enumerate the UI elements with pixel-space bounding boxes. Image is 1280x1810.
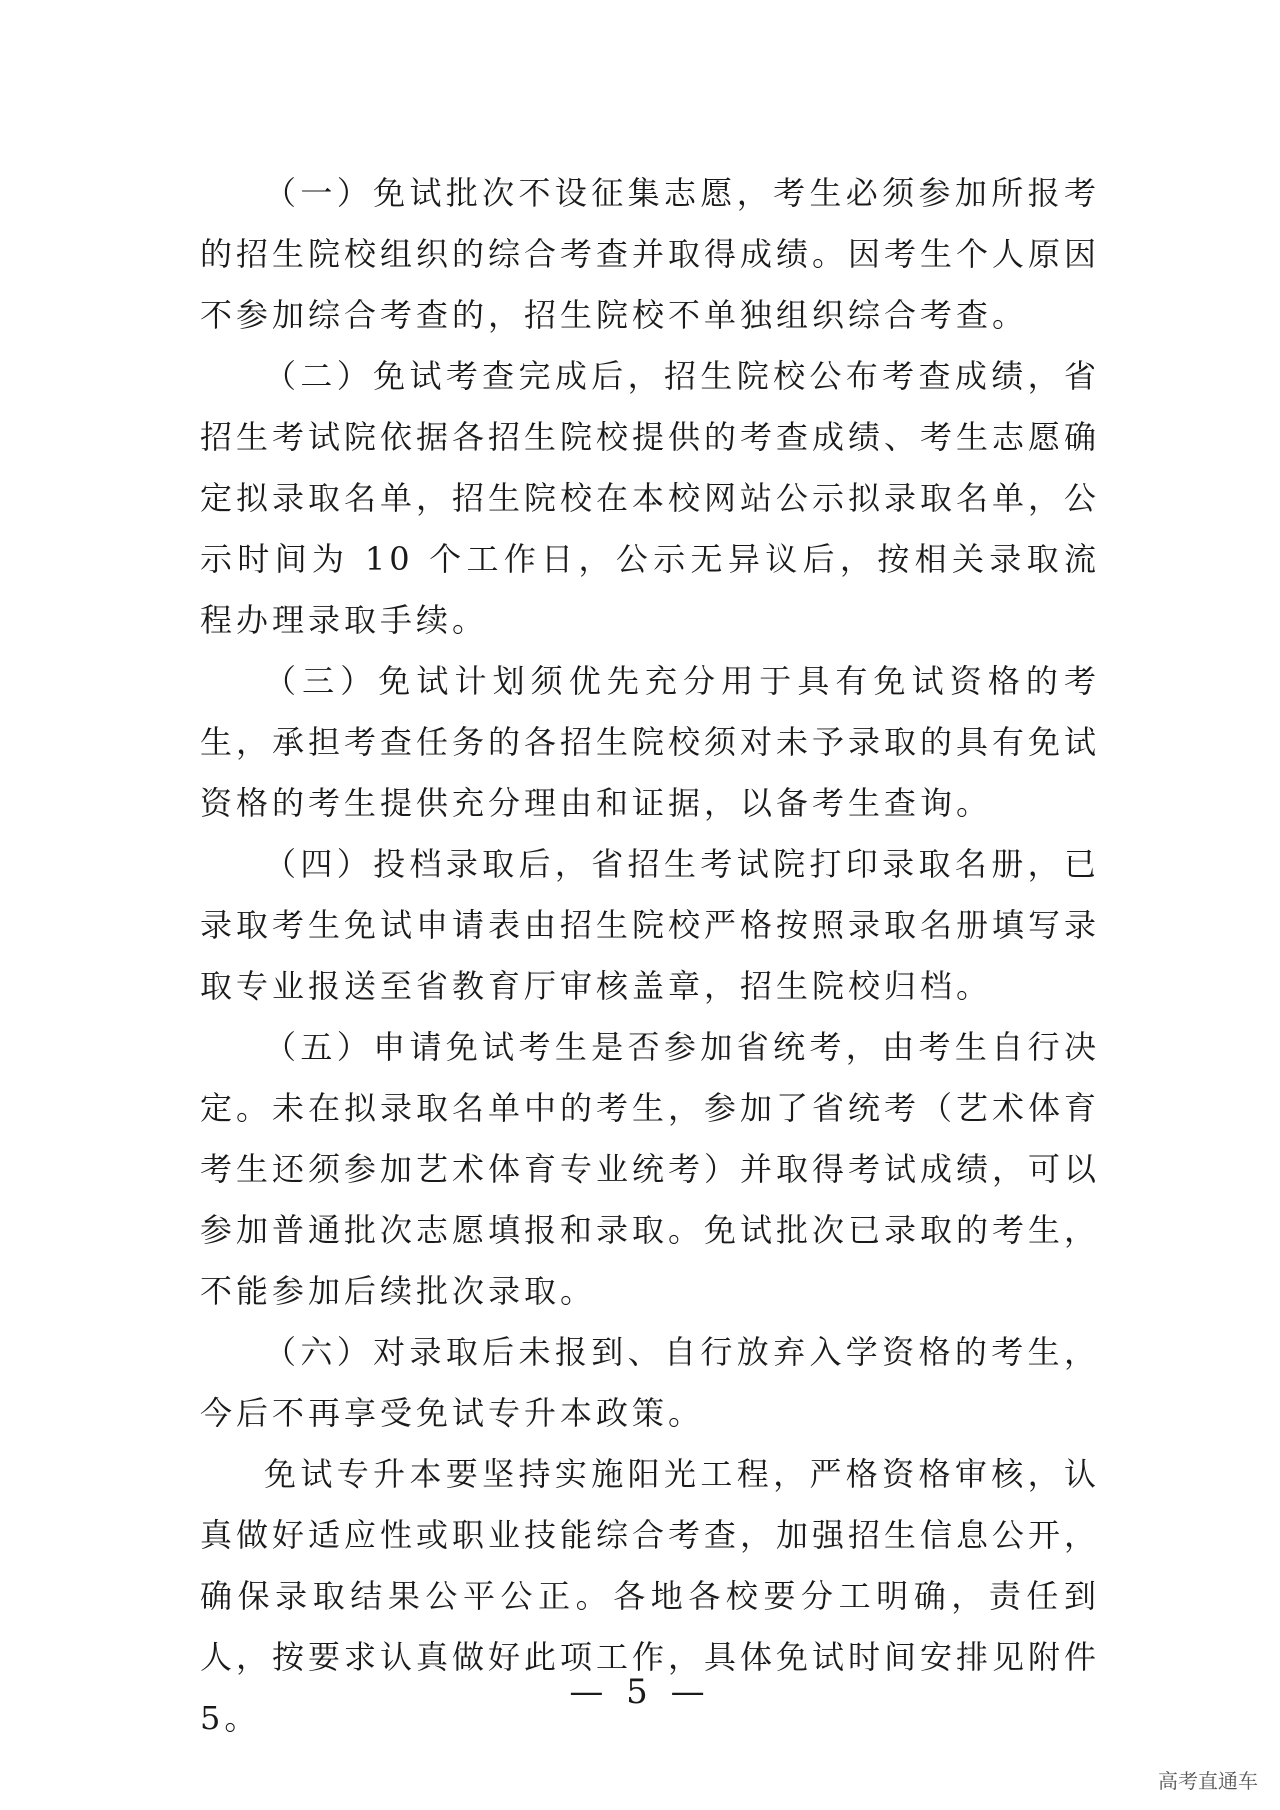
- document-body: [200, 163, 1115, 1749]
- paragraph-6: （六）对录取后未报到、自行放弃入学资格的考生，今后不再享受免试专升本政策。: [200, 1333, 1100, 1432]
- watermark-text: 高考直通车: [1158, 1769, 1258, 1793]
- page-number: — 5 —: [569, 1672, 711, 1712]
- paragraph-1: （一）免试批次不设征集志愿，考生必须参加所报考的招生院校组织的综合考查并取得成绩。因考生个人原因不参加综合考查的，招生院校不单独组织综合考查。: [200, 174, 1101, 334]
- paragraph-7: 免试专升本要坚持实施阳光工程，严格资格审核，认真做好适应性或职业技能综合考查，加强招生信息公开，确保录取结果公平公正。各地各校要分工明确，责任到人，按要求认真做好此项工作，具体免试时间安排见附件 5。: [200, 1455, 1115, 1737]
- paragraph-3: （三）免试计划须优先充分用于具有免试资格的考生，承担考查任务的各招生院校须对未予录取的具有免试资格的考生提供充分理由和证据，以备考生查询。: [200, 662, 1101, 822]
- paragraph-5: （五）申请免试考生是否参加省统考，由考生自行决定。未在拟录取名单中的考生，参加了省统考（艺术体育考生还须参加艺术体育专业统考）并取得考试成绩，可以参加普通批次志愿填报和录取。免试批次已录取的考生，不能参加后续批次录取。: [200, 1028, 1101, 1310]
- paragraph-4: （四）投档录取后，省招生考试院打印录取名册，已录取考生免试申请表由招生院校严格按照录取名册填写录取专业报送至省教育厅审核盖章，招生院校归档。: [200, 845, 1101, 1005]
- paragraph-2: （二）免试考查完成后，招生院校公布考查成绩，省招生考试院依据各招生院校提供的考查成绩、考生志愿确定拟录取名单，招生院校在本校网站公示拟录取名单，公示时间为 10 个工作日，公示无异议后，按相关录取流程办理录取手续。: [200, 357, 1101, 639]
